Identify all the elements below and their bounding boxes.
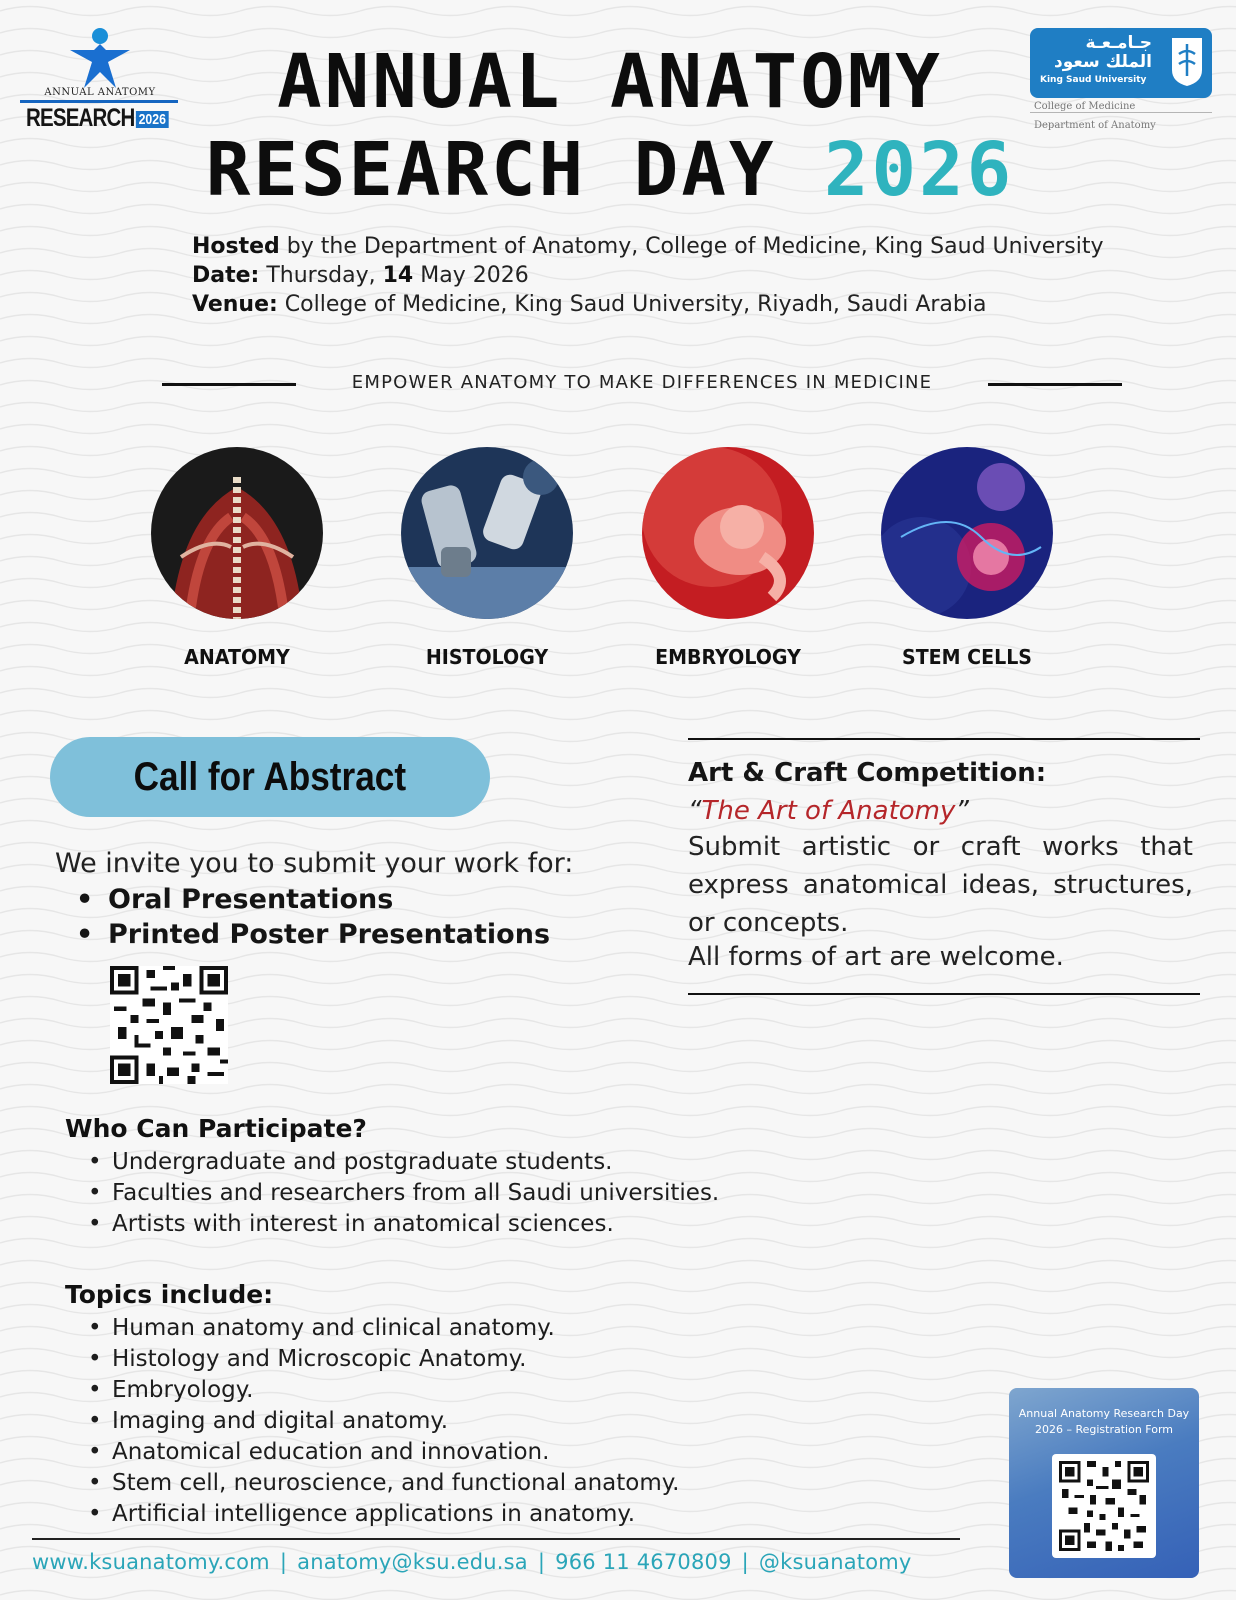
art-title-text: The Art of Anatomy — [701, 796, 956, 826]
topics-heading: Topics include: — [65, 1280, 274, 1309]
call-for-abstract-label: Call for Abstract — [133, 754, 407, 799]
art-title — [688, 796, 1193, 826]
ksu-emblem-icon — [1170, 36, 1204, 88]
abstract-qr-code[interactable] — [110, 966, 228, 1084]
art-welcome: All forms of art are welcome. — [688, 942, 1064, 972]
hosted-text: by the Department of Anatomy, College of Medicine, King Saud University — [279, 234, 1104, 259]
stem-cells-label: STEM CELLS — [902, 645, 1032, 669]
list-item: • Artists with interest in anatomical sciences. — [88, 1209, 719, 1240]
list-item: • Histology and Microscopic Anatomy. — [88, 1344, 679, 1375]
logo-year: 2026 — [136, 111, 168, 128]
footer-rule — [32, 1538, 960, 1540]
list-item: • Oral Presentations — [76, 882, 550, 917]
anatomy-image — [151, 447, 323, 619]
logo-subtitle: ANNUAL ANATOMY — [44, 87, 156, 98]
venue-label: Venue: — [192, 292, 278, 317]
list-item: • Printed Poster Presentations — [76, 917, 550, 952]
website-link[interactable]: www.ksuanatomy.com — [32, 1550, 270, 1574]
list-item: • Artificial intelligence applications in anatomy. — [88, 1499, 679, 1530]
embryology-label: EMBRYOLOGY — [655, 645, 801, 669]
presentation-types-list — [76, 882, 550, 952]
anatomy-label: ANATOMY — [184, 645, 290, 669]
list-item: • Undergraduate and postgraduate students. — [88, 1147, 719, 1178]
registration-title-line-2: 2026 – Registration Form — [1034, 1423, 1174, 1436]
date-rest: May 2026 — [413, 263, 529, 288]
list-item: • Faculties and researchers from all Saudi universities. — [88, 1178, 719, 1209]
list-item: • Embryology. — [88, 1375, 679, 1406]
open-quote: “ — [688, 796, 702, 826]
logo-bar — [20, 100, 178, 103]
social-handle[interactable]: @ksuanatomy — [758, 1550, 912, 1574]
hosted-label: Hosted — [192, 234, 280, 259]
art-competition — [688, 758, 1193, 972]
venue-line — [192, 290, 1104, 319]
title-line-2-text: RESEARCH DAY — [205, 127, 777, 213]
hosted-line — [192, 232, 1104, 261]
who-list — [88, 1147, 719, 1240]
date-label: Date: — [192, 263, 260, 288]
logo-main-text — [26, 104, 168, 133]
list-item: • Imaging and digital anatomy. — [88, 1406, 679, 1437]
embryology-image — [642, 447, 814, 619]
list-item: • Stem cell, neuroscience, and functional anatomy. — [88, 1468, 679, 1499]
list-item: • Human anatomy and clinical anatomy. — [88, 1313, 679, 1344]
title-line-1: ANNUAL ANATOMY — [277, 39, 943, 125]
research-day-logo — [20, 26, 180, 136]
topics-list — [88, 1313, 679, 1530]
ksu-english-name: King Saud University — [1040, 75, 1147, 85]
art-rule-top — [688, 738, 1200, 740]
ksu-logo — [1030, 28, 1212, 131]
date-line — [192, 261, 1104, 290]
stem-cells-image — [881, 447, 1053, 619]
ksu-department: Department of Anatomy — [1034, 120, 1156, 131]
registration-qr-graphic — [1059, 1461, 1149, 1551]
histology-image — [401, 447, 573, 619]
who-heading: Who Can Participate? — [65, 1114, 367, 1143]
phone-number[interactable]: 966 11 4670809 — [555, 1550, 732, 1574]
venue-text: College of Medicine, King Saud University, Riyadh, Saudi Arabia — [277, 292, 987, 317]
registration-card[interactable] — [1009, 1388, 1199, 1578]
footer-contacts — [32, 1550, 912, 1574]
email-link[interactable]: anatomy@ksu.edu.sa — [297, 1550, 528, 1574]
histology-label: HISTOLOGY — [425, 645, 549, 669]
invite-text: We invite you to submit your work for: — [55, 848, 574, 879]
registration-title-line-1: Annual Anatomy Research Day — [1018, 1407, 1190, 1420]
page-title — [200, 38, 1020, 214]
date-day: Thursday, — [259, 263, 383, 288]
footer-separator: | — [537, 1550, 546, 1574]
title-year: 2026 — [823, 127, 1015, 213]
call-for-abstract-button[interactable] — [50, 737, 490, 817]
title-line-2 — [200, 126, 1020, 214]
footer-separator: | — [279, 1550, 288, 1574]
art-description: Submit artistic or craft works that express anatomical ideas, structures, or concepts. — [688, 832, 1193, 938]
registration-qr-code[interactable] — [1052, 1454, 1156, 1558]
ksu-arabic-line-1: جـامـعـة — [1085, 33, 1152, 53]
person-star-icon — [68, 26, 132, 90]
footer-separator: | — [741, 1550, 749, 1574]
event-info — [192, 232, 1104, 319]
ksu-arabic-name — [1042, 34, 1152, 72]
registration-title — [1009, 1406, 1199, 1438]
ksu-logo-box — [1030, 28, 1212, 98]
date-number: 14 — [382, 263, 414, 288]
tagline-text: EMPOWER ANATOMY TO MAKE DIFFERENCES IN MEDICINE — [351, 372, 933, 393]
ksu-rule — [1030, 112, 1212, 113]
art-heading: Art & Craft Competition: — [688, 758, 1047, 788]
logo-main-word: RESEARCH — [26, 104, 135, 132]
list-item: • Anatomical education and innovation. — [88, 1437, 679, 1468]
ksu-arabic-line-2: الملك سعود — [1054, 52, 1152, 72]
ksu-college: College of Medicine — [1034, 101, 1136, 112]
tagline-rule-right — [988, 383, 1122, 386]
tagline — [162, 372, 1122, 396]
art-rule-bottom — [688, 993, 1200, 995]
close-quote: ” — [955, 796, 969, 826]
